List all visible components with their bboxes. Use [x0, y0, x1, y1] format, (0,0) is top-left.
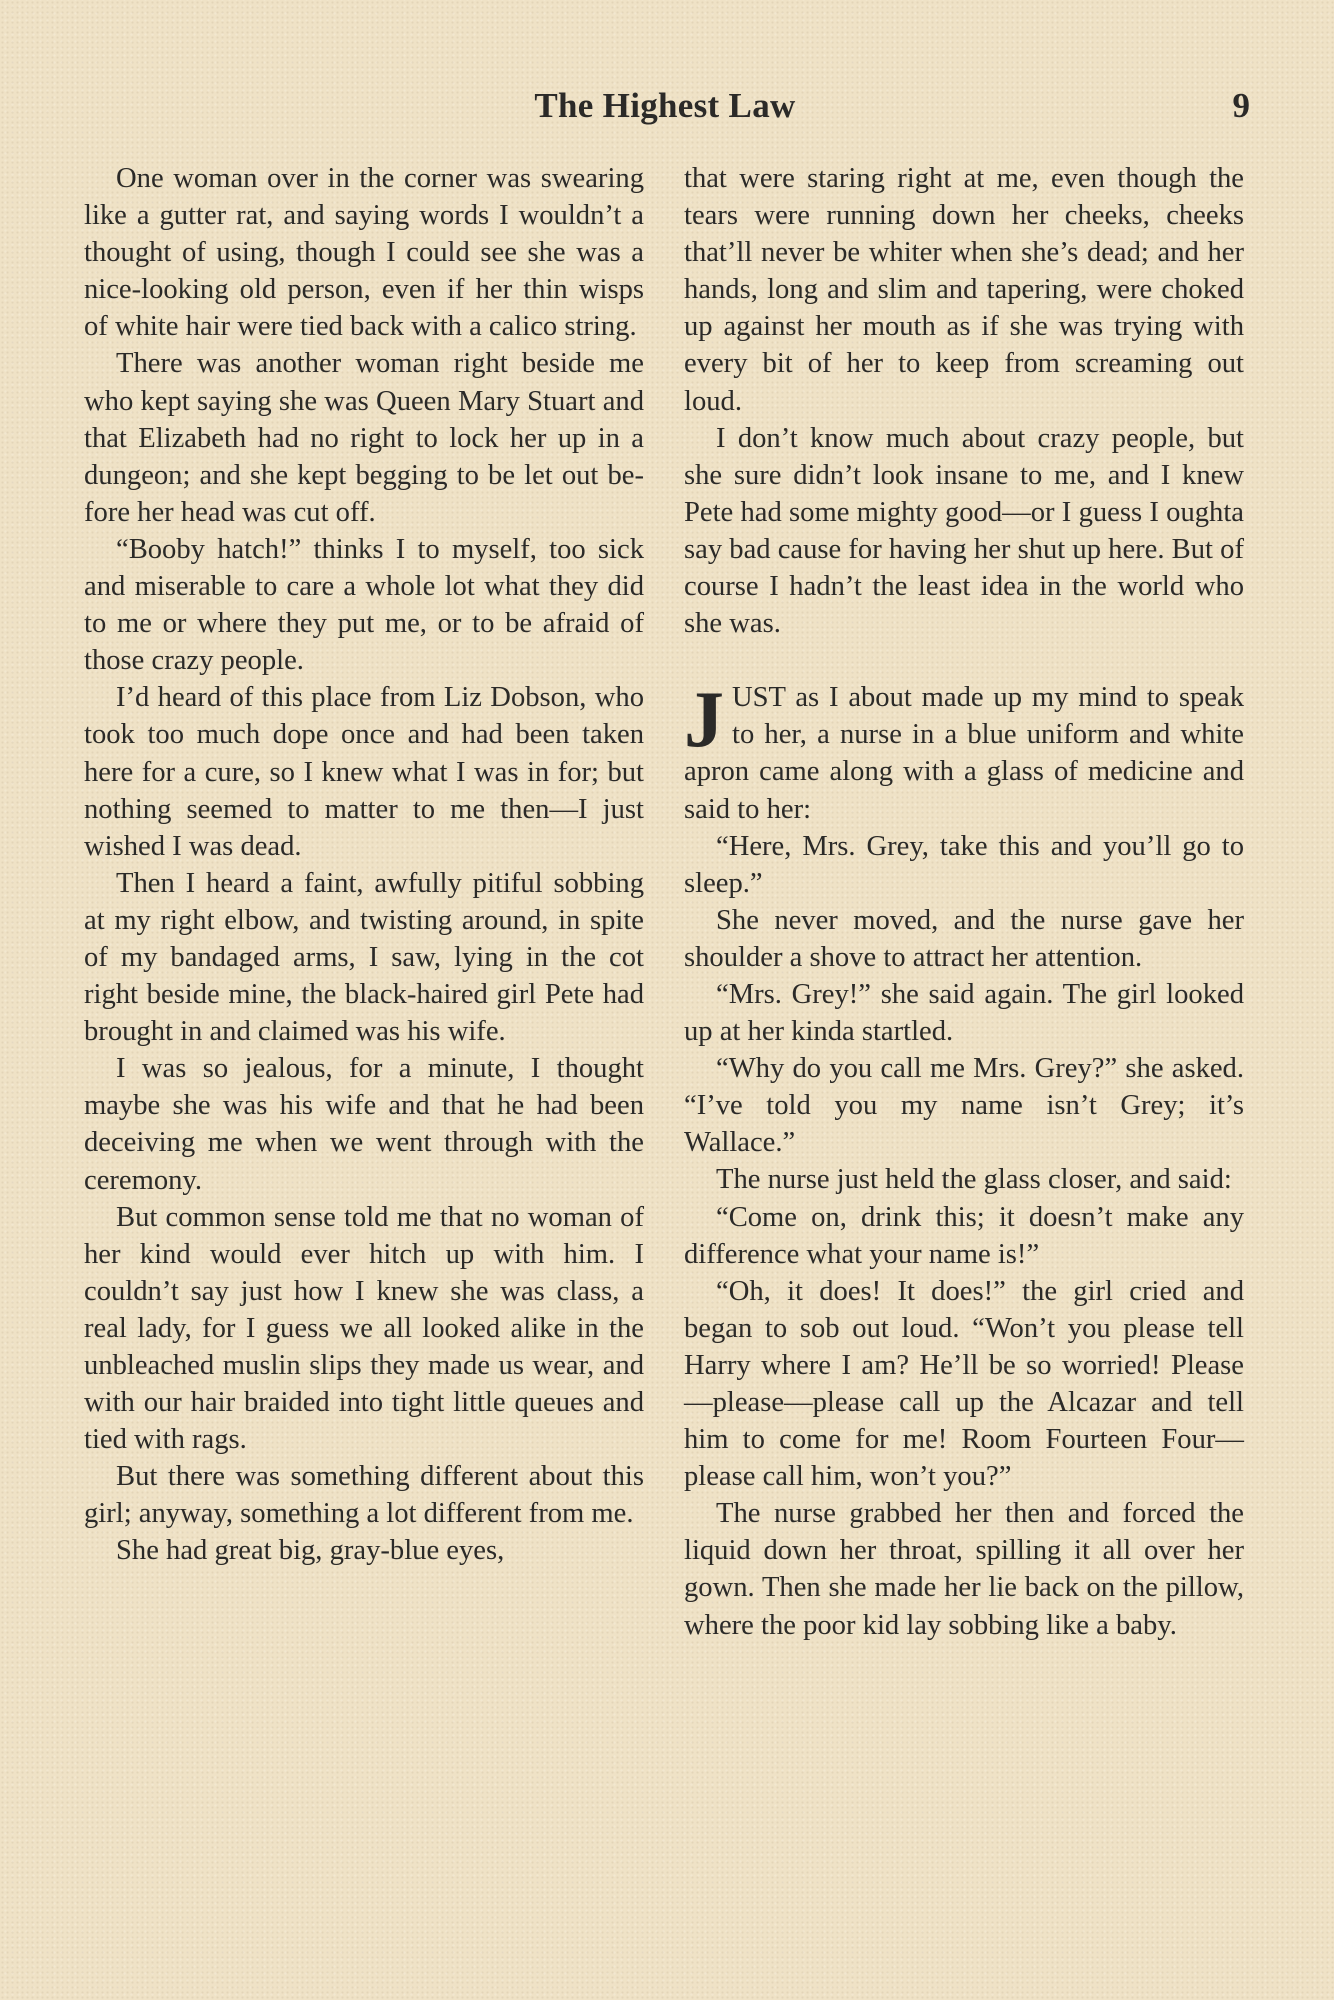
drop-cap-paragraph-text: UST as I about made up my mind to speak to her, a nurse in a blue uniform and white apron came along with a glass of medicine and said to her: [684, 682, 1244, 825]
continued-paragraph: that were staring right at me, even though the tears were running down her cheeks, cheeks that’ll never be whiter when she’s dead; and her hands, long and slim and tapering, were choked up against her mouth as if she was trying with every bit of her to keep from screaming out loud. [684, 163, 1244, 417]
paragraph: She had great big, gray-blue eyes, [116, 1535, 505, 1567]
book-title: The Highest Law [534, 86, 796, 125]
paragraph: But common sense told me that no woman of her kind would ever hitch up with him. I couldn’t say just how I knew she was class, a real lady, for I guess we all looked alike in the unbleached muslin slips they made us wear, and with our hair braided into tight little queues and tied with rags. [84, 1201, 644, 1456]
paragraph: “Come on, drink this; it doesn’t make any difference what your name is!” [684, 1201, 1244, 1270]
drop-cap-paragraph [684, 676, 1244, 827]
paragraph: But there was something different about this girl; anyway, something a lot different from me. [84, 1461, 644, 1530]
drop-cap: J [684, 676, 724, 765]
paragraph: I’d heard of this place from Liz Dobson, who took too much dope once and had been taken here for a cure, so I knew what I was in for; but nothing seemed to matter to me then—I just wished I was dead. [84, 682, 644, 862]
paragraph: She never moved, and the nurse gave her shoulder a shove to attract her attention. [684, 904, 1244, 973]
left-column [84, 160, 644, 1570]
paragraph: I don’t know much about crazy people, but she sure didn’t look insane to me, and I knew Pete had some mighty good—or I guess I oughta say bad cause for having her shut up here. But of course I hadn’t the least idea in the world who she was. [684, 422, 1244, 640]
section-break [684, 642, 1244, 679]
paragraph: “Oh, it does! It does!” the girl cried and began to sob out loud. “Won’t you please tell Harry where I am? He’ll be so worried! Please—please—please call up the Alcazar and tell him to come for me! Room Fourteen Four—please call him, won’t you?” [684, 1275, 1244, 1493]
paragraph: One woman over in the corner was swearing like a gutter rat, and saying words I wouldn’t a thought of using, though I could see she was a nice-looking old person, even if her thin wisps of white hair were tied back with a calico string. [84, 163, 644, 343]
paragraph: Then I heard a faint, awfully pitiful sobbing at my right elbow, and twisting around, in spite of my bandaged arms, I saw, lying in the cot right beside mine, the black-haired girl Pete had brought in and claimed was his wife. [84, 867, 644, 1048]
page-number: 9 [1232, 86, 1250, 125]
paragraph: “Here, Mrs. Grey, take this and you’ll go to sleep.” [684, 830, 1244, 899]
paragraph: The nurse grabbed her then and forced the liquid down her throat, spilling it all over her gown. Then she made her lie back on the pillow, where the poor kid lay sobbing like a baby. [684, 1498, 1244, 1641]
paragraph: “Why do you call me Mrs. Grey?” she asked. “I’ve told you my name isn’t Grey; it’s Wallace.” [684, 1053, 1244, 1159]
paragraph: The nurse just held the glass closer, and said: [716, 1164, 1232, 1196]
running-head [80, 86, 1250, 136]
paragraph: There was another woman right beside me who kept saying she was Queen Mary Stuart and that Elizabeth had no right to lock her up in a dungeon; and she kept begging to be let out before her head was cut off. [84, 348, 644, 528]
paragraph: “Mrs. Grey!” she said again. The girl looked up at her kinda startled. [684, 978, 1244, 1048]
paragraph: “Booby hatch!” thinks I to myself, too sick and miserable to care a whole lot what they did to me or where they put me, or to be afraid of those crazy people. [84, 533, 644, 677]
right-column [684, 160, 1244, 1644]
paragraph: I was so jealous, for a minute, I thought maybe she was his wife and that he had been deceiving me when we went through with the ceremony. [84, 1053, 644, 1196]
